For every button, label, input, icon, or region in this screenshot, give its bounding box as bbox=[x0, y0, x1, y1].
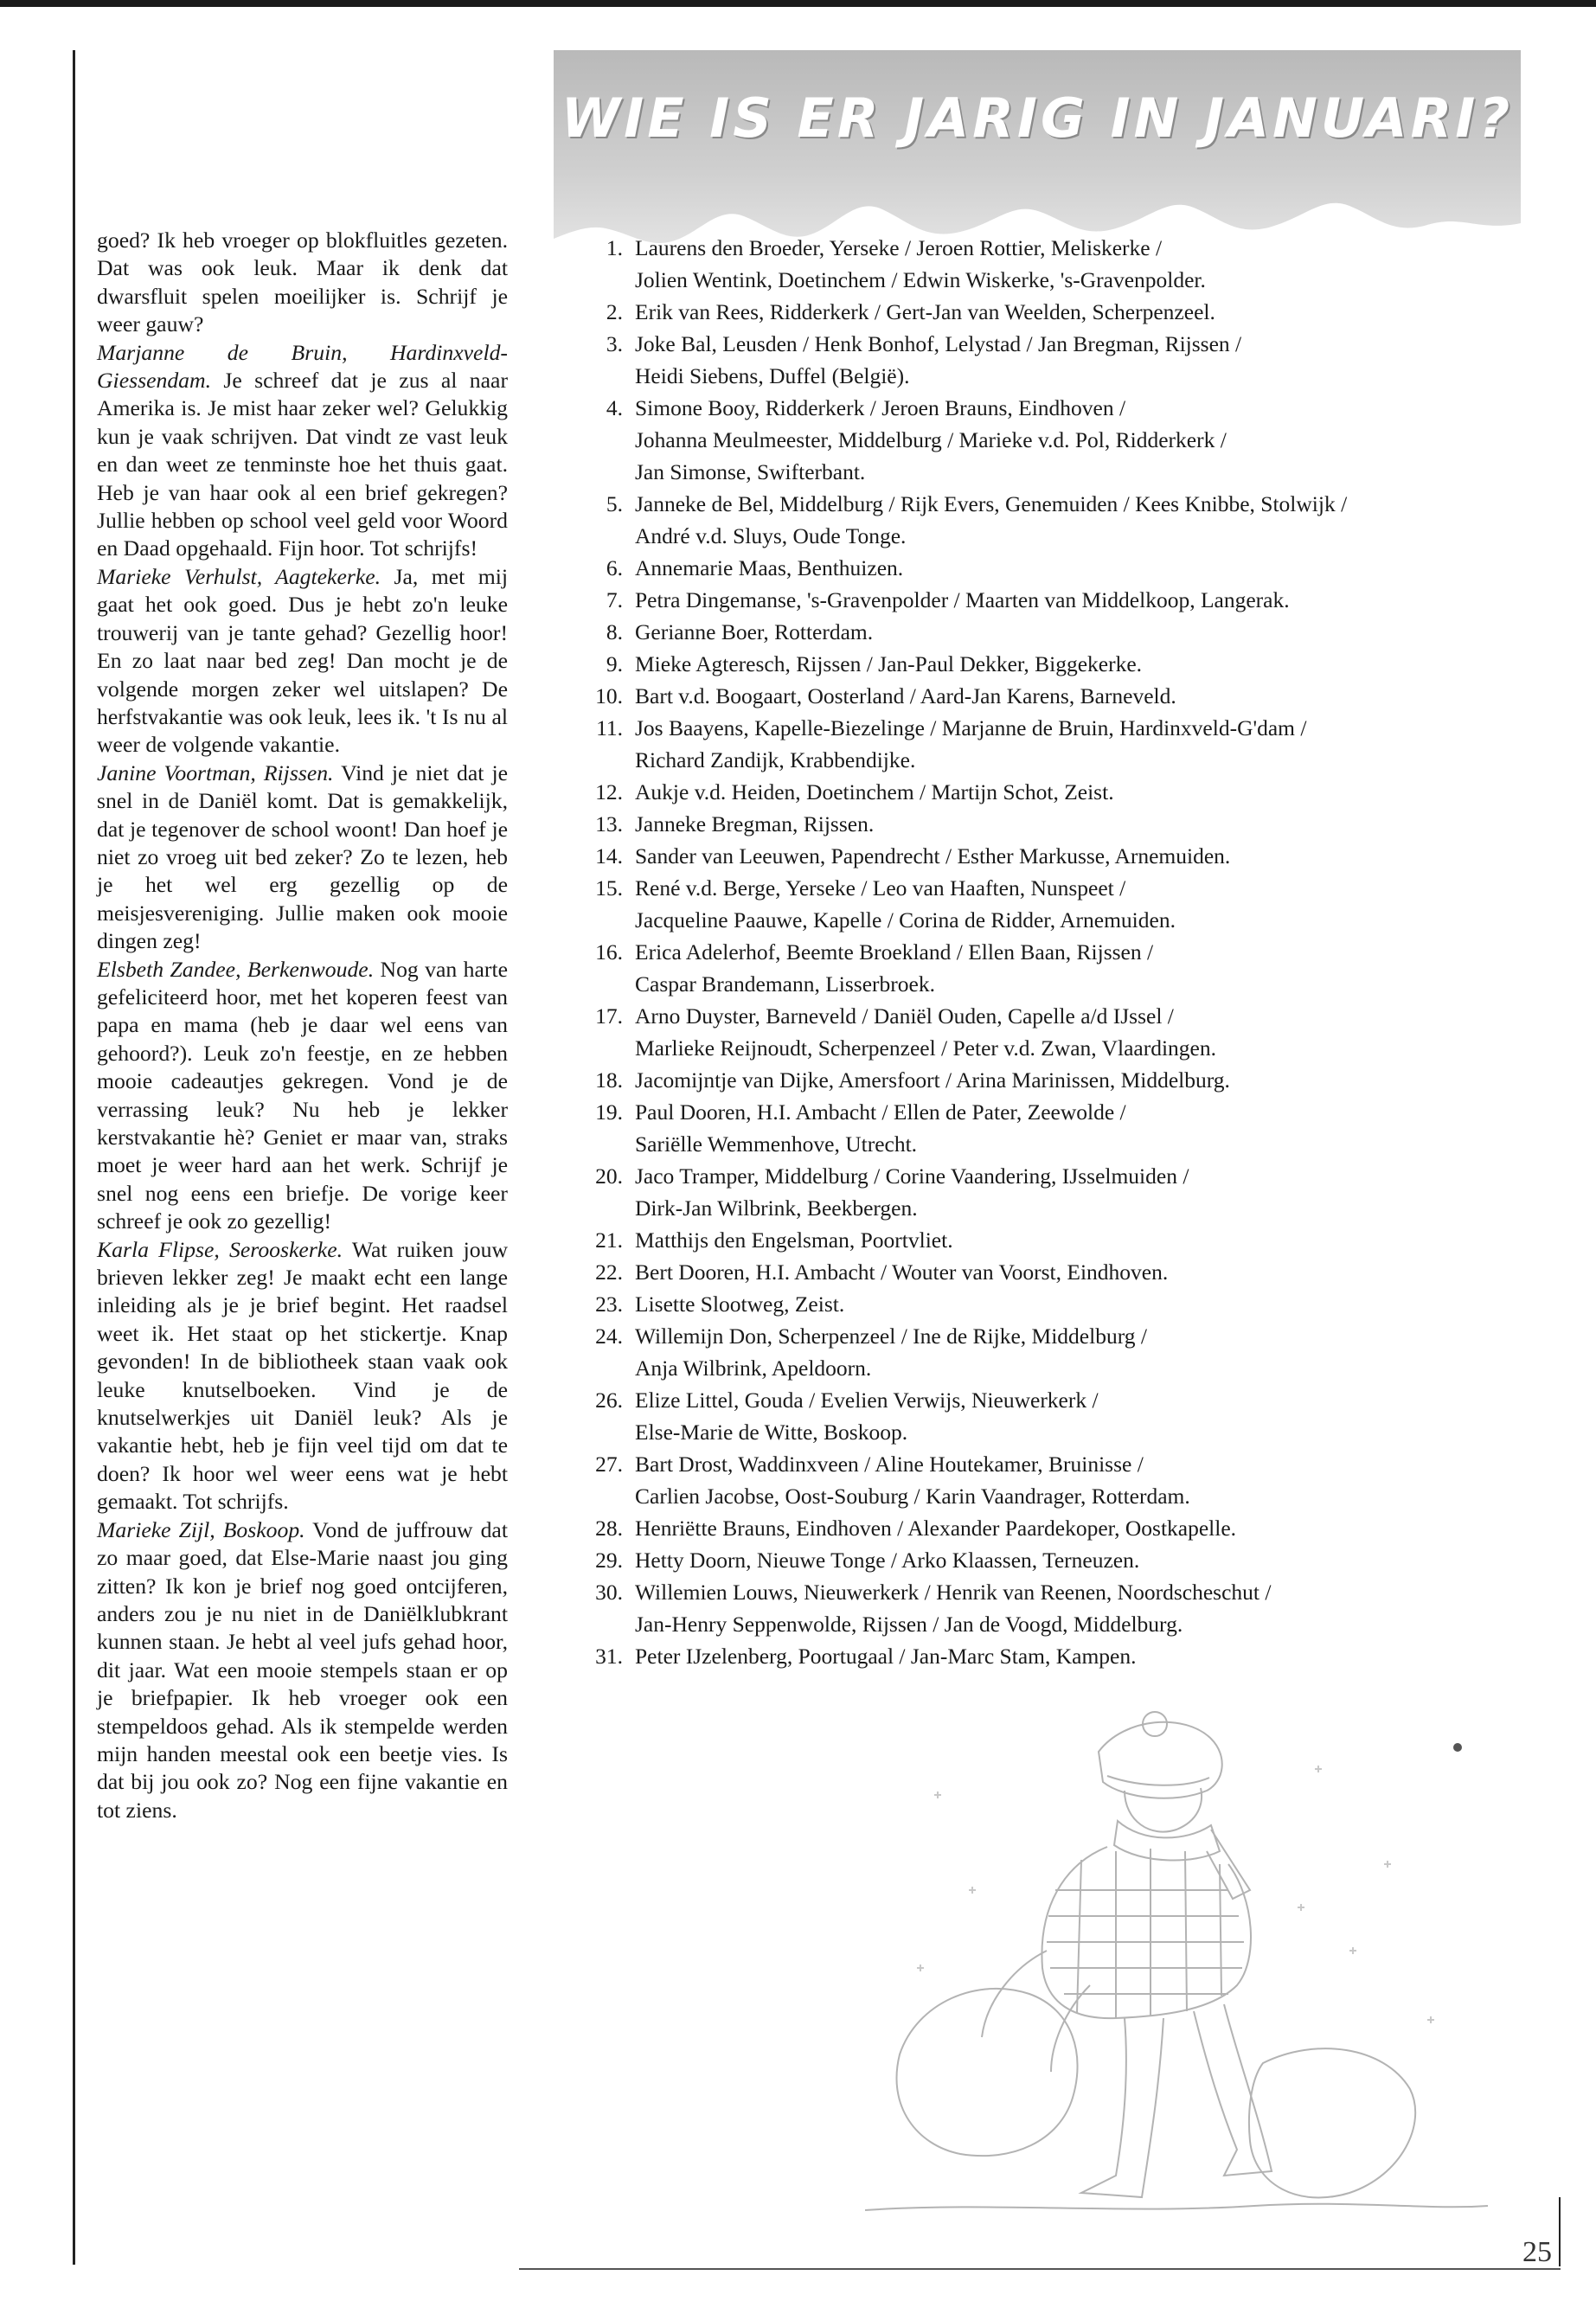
birthday-names-line: Gerianne Boer, Rotterdam. bbox=[635, 619, 874, 644]
birthday-day-number: 28. bbox=[595, 1516, 623, 1541]
birthday-header-title: WIE IS ER JARIG IN JANUARI? bbox=[561, 87, 1514, 150]
birthday-entry bbox=[588, 776, 1522, 808]
letter-paragraph bbox=[97, 760, 508, 956]
birthday-names-line: Willemijn Don, Scherpenzeel / Ine de Rijke, Middelburg / bbox=[635, 1324, 1147, 1349]
birthday-day-number: 31. bbox=[595, 1644, 623, 1669]
birthday-names-line: Else-Marie de Witte, Boskoop. bbox=[635, 1420, 908, 1445]
birthday-names-line: Lisette Slootweg, Zeist. bbox=[635, 1292, 845, 1317]
birthday-names-line: Elize Littel, Gouda / Evelien Verwijs, Nieuwerkerk / bbox=[635, 1388, 1099, 1413]
birthday-list bbox=[588, 232, 1522, 1672]
birthday-day-number: 9. bbox=[606, 651, 623, 676]
birthday-names-line: Heidi Siebens, Duffel (België). bbox=[635, 363, 910, 388]
letter-recipient-name: Marjanne de Bruin, Hardinxveld-Giessendam. bbox=[97, 339, 508, 394]
birthday-names-line: Jan Simonse, Swifterbant. bbox=[635, 459, 866, 484]
birthday-names-line: Mieke Agteresch, Rijssen / Jan-Paul Dekker, Biggekerke. bbox=[635, 651, 1143, 676]
letter-paragraph bbox=[97, 227, 508, 339]
birthday-entry bbox=[588, 488, 1522, 552]
letter-recipient-name: Elsbeth Zandee, Berkenwoude. bbox=[97, 956, 375, 982]
birthday-names-line: Laurens den Broeder, Yerseke / Jeroen Rottier, Meliskerke / bbox=[635, 235, 1163, 260]
birthday-entry bbox=[588, 1640, 1522, 1672]
birthday-day-number: 14. bbox=[595, 843, 623, 868]
birthday-day-number: 8. bbox=[606, 619, 623, 644]
birthday-day-number: 23. bbox=[595, 1292, 623, 1317]
birthday-entry bbox=[588, 936, 1522, 1000]
birthday-names-line: Erik van Rees, Ridderkerk / Gert-Jan van Weelden, Scherpenzeel. bbox=[635, 299, 1215, 324]
birthday-entry bbox=[588, 1448, 1522, 1512]
birthday-entry bbox=[588, 328, 1522, 392]
birthday-day-number: 4. bbox=[606, 395, 623, 420]
letter-paragraph bbox=[97, 339, 508, 563]
birthday-day-number: 21. bbox=[595, 1227, 623, 1253]
birthday-day-number: 7. bbox=[606, 587, 623, 612]
birthday-names-line: Carlien Jacobse, Oost-Souburg / Karin Vaandrager, Rotterdam. bbox=[635, 1484, 1190, 1509]
page-number: 25 bbox=[1522, 2236, 1552, 2268]
letter-text: Ja, met mij gaat het ook goed. Dus je hebt zo'n leuke trouwerij van je tante gehad? Gezellig hoor! En zo laat naar bed zeg! Dan mocht je de volgende morgen zeker wel uitslapen? De herfstvakantie was ook leuk, lees ik. 't Is nu al weer de volgende vakantie. bbox=[97, 563, 508, 758]
birthday-day-number: 11. bbox=[596, 715, 623, 740]
birthday-entry bbox=[588, 1288, 1522, 1320]
birthday-names-line: Joke Bal, Leusden / Henk Bonhof, Lelystad / Jan Bregman, Rijssen / bbox=[635, 331, 1242, 356]
letter-text: Wat ruiken jouw brieven lekker zeg! Je maakt echt een lange inleiding als je je brief begint. Het raadsel weet ik. Het staat op het stickertje. Knap gevonden! In de bibliotheek staan vaak ook leuke knutselboeken. Vind je de knutselwerkjes uit Daniël leuk? Als je vakantie hebt, heb je fijn veel tijd om dat te doen? Ik hoor wel weer eens wat je hebt gemaakt. Tot schrijfs. bbox=[97, 1236, 508, 1515]
birthday-day-number: 17. bbox=[595, 1003, 623, 1029]
birthday-names-line: Caspar Brandemann, Lisserbroek. bbox=[635, 971, 935, 997]
birthday-day-number: 1. bbox=[606, 235, 623, 260]
birthday-entry bbox=[588, 552, 1522, 584]
birthday-names-line: Jolien Wentink, Doetinchem / Edwin Wiskerke, 's-Gravenpolder. bbox=[635, 267, 1206, 292]
letter-paragraph bbox=[97, 1516, 508, 1824]
birthday-day-number: 19. bbox=[595, 1099, 623, 1125]
birthday-entry bbox=[588, 1096, 1522, 1160]
letter-recipient-name: Marieke Zijl, Boskoop. bbox=[97, 1516, 305, 1542]
birthday-names-line: Jacqueline Paauwe, Kapelle / Corina de Ridder, Arnemuiden. bbox=[635, 907, 1176, 933]
birthday-names-line: Arno Duyster, Barneveld / Daniël Ouden, Capelle a/d IJssel / bbox=[635, 1003, 1174, 1029]
letter-recipient-name: Karla Flipse, Serooskerke. bbox=[97, 1236, 343, 1262]
birthday-names-line: Peter IJzelenberg, Poortugaal / Jan-Marc Stam, Kampen. bbox=[635, 1644, 1137, 1669]
birthday-day-number: 13. bbox=[595, 811, 623, 836]
birthday-entry bbox=[588, 872, 1522, 936]
birthday-day-number: 10. bbox=[595, 683, 623, 708]
birthday-entry bbox=[588, 1160, 1522, 1224]
birthday-names-line: Anja Wilbrink, Apeldoorn. bbox=[635, 1356, 872, 1381]
birthday-names-line: Janneke de Bel, Middelburg / Rijk Evers, Genemuiden / Kees Knibbe, Stolwijk / bbox=[635, 491, 1348, 516]
birthday-day-number: 26. bbox=[595, 1388, 623, 1413]
birthday-entry bbox=[588, 1512, 1522, 1544]
birthday-names-line: Annemarie Maas, Benthuizen. bbox=[635, 555, 904, 580]
birthday-entry bbox=[588, 392, 1522, 488]
birthday-names-line: Erica Adelerhof, Beemte Broekland / Ellen Baan, Rijssen / bbox=[635, 939, 1154, 965]
bottom-rule bbox=[519, 2268, 1561, 2270]
birthday-day-number: 20. bbox=[595, 1163, 623, 1189]
birthday-names-line: Bert Dooren, H.I. Ambacht / Wouter van Voorst, Eindhoven. bbox=[635, 1259, 1169, 1285]
birthday-names-line: Jan-Henry Seppenwolde, Rijssen / Jan de Voogd, Middelburg. bbox=[635, 1612, 1183, 1637]
birthday-names-line: René v.d. Berge, Yerseke / Leo van Haaften, Nunspeet / bbox=[635, 875, 1126, 901]
birthday-entry bbox=[588, 1384, 1522, 1448]
birthday-day-number: 12. bbox=[595, 779, 623, 804]
birthday-entry bbox=[588, 680, 1522, 712]
birthday-names-line: Simone Booy, Ridderkerk / Jeroen Brauns, Eindhoven / bbox=[635, 395, 1126, 420]
letter-paragraph bbox=[97, 956, 508, 1236]
birthday-names-line: Janneke Bregman, Rijssen. bbox=[635, 811, 875, 836]
birthday-names-line: Sariëlle Wemmenhove, Utrecht. bbox=[635, 1131, 918, 1157]
birthday-names-line: Dirk-Jan Wilbrink, Beekbergen. bbox=[635, 1195, 918, 1221]
birthday-names-line: Petra Dingemanse, 's-Gravenpolder / Maarten van Middelkoop, Langerak. bbox=[635, 587, 1290, 612]
birthday-day-number: 15. bbox=[595, 875, 623, 901]
birthday-entry bbox=[588, 840, 1522, 872]
birthday-day-number: 18. bbox=[595, 1067, 623, 1093]
birthday-names-line: Jaco Tramper, Middelburg / Corine Vaandering, IJsselmuiden / bbox=[635, 1163, 1189, 1189]
birthday-names-line: Bart v.d. Boogaart, Oosterland / Aard-Jan Karens, Barneveld. bbox=[635, 683, 1176, 708]
left-margin-rule bbox=[73, 50, 75, 2265]
birthday-names-line: Henriëtte Brauns, Eindhoven / Alexander Paardekoper, Oostkapelle. bbox=[635, 1516, 1237, 1541]
birthday-names-line: Hetty Doorn, Nieuwe Tonge / Arko Klaassen, Terneuzen. bbox=[635, 1548, 1140, 1573]
birthday-day-number: 24. bbox=[595, 1324, 623, 1349]
birthday-day-number: 22. bbox=[595, 1259, 623, 1285]
birthday-entry bbox=[588, 296, 1522, 328]
birthday-entry bbox=[588, 1320, 1522, 1384]
letter-text: Nog van harte gefeliciteerd hoor, met het koperen feest van papa en mama (heb je daar wel eens van gehoord?). Leuk zo'n feestje, en ze hebben mooie cadeautjes gekregen. Vond je de verrassing leuk? Nu heb je lekker kerstvakantie hè? Geniet er maar van, straks moet je weer hard aan het werk. Schrijf je snel nog eens een briefje. De vorige keer schreef je ook zo gezellig! bbox=[97, 956, 508, 1234]
birthday-entry bbox=[588, 1544, 1522, 1576]
letter-paragraph bbox=[97, 563, 508, 760]
child-snow-illustration bbox=[865, 1691, 1488, 2262]
letter-recipient-name: Marieke Verhulst, Aagtekerke. bbox=[97, 563, 381, 589]
birthday-entry bbox=[588, 616, 1522, 648]
birthday-entry bbox=[588, 584, 1522, 616]
letter-text: Vond de juffrouw dat zo maar goed, dat Else-Marie naast jou ging zitten? Ik kon je brief nog goed ontcijferen, anders zou je nu niet in de Daniëlklubkrant kunnen staan. Je hebt al veel jufs gehad hoor, dit jaar. Wat een mooie stempels staan er op je briefpapier. Ik heb vroeger ook een stempeldoos gehad. Als ik stempelde werden mijn handen meestal ook een beetje vies. Is dat bij jou ook zo? Nog een fijne vakantie en tot ziens. bbox=[97, 1516, 508, 1823]
birthday-day-number: 5. bbox=[606, 491, 623, 516]
birthday-names-line: Bart Drost, Waddinxveen / Aline Houtekamer, Bruinisse / bbox=[635, 1452, 1144, 1477]
birthday-entry bbox=[588, 1224, 1522, 1256]
birthday-day-number: 16. bbox=[595, 939, 623, 965]
birthday-names-line: Paul Dooren, H.I. Ambacht / Ellen de Pater, Zeewolde / bbox=[635, 1099, 1126, 1125]
birthday-names-line: Jacomijntje van Dijke, Amersfoort / Arina Marinissen, Middelburg. bbox=[635, 1067, 1230, 1093]
birthday-day-number: 30. bbox=[595, 1580, 623, 1605]
birthday-names-line: Johanna Meulmeester, Middelburg / Marieke v.d. Pol, Ridderkerk / bbox=[635, 427, 1227, 452]
letter-paragraph bbox=[97, 1236, 508, 1516]
birthday-entry bbox=[588, 232, 1522, 296]
right-margin-rule bbox=[1559, 2197, 1561, 2266]
birthday-entry bbox=[588, 1000, 1522, 1064]
birthday-day-number: 29. bbox=[595, 1548, 623, 1573]
birthday-names-line: André v.d. Sluys, Oude Tonge. bbox=[635, 523, 907, 548]
birthday-entry bbox=[588, 1576, 1522, 1640]
letter-text: Je schreef dat je zus al naar Amerika is. Je mist haar zeker wel? Gelukkig kun je vaak schrijven. Dat vindt ze vast leuk en dan weet ze tenminste hoe het thuis gaat. Heb je van haar ook al een brief gekregen? Jullie hebben op school veel geld voor Woord en Daad opgehaald. Fijn hoor. Tot schrijfs! bbox=[97, 368, 509, 561]
letter-text: goed? Ik heb vroeger op blokfluitles gezeten. Dat was ook leuk. Maar ik denk dat dwarsfluit spelen moeilijker is. Schrijf je weer gauw? bbox=[97, 228, 508, 337]
birthday-names-line: Richard Zandijk, Krabbendijke. bbox=[635, 747, 916, 772]
birthday-entry bbox=[588, 1256, 1522, 1288]
birthday-entry bbox=[588, 712, 1522, 776]
letters-column bbox=[97, 227, 508, 1824]
birthday-names-line: Willemien Louws, Nieuwerkerk / Henrik van Reenen, Noordscheschut / bbox=[635, 1580, 1272, 1605]
letter-recipient-name: Janine Voortman, Rijssen. bbox=[97, 760, 334, 785]
birthday-names-line: Jos Baayens, Kapelle-Biezelinge / Marjanne de Bruin, Hardinxveld-G'dam / bbox=[635, 715, 1307, 740]
birthday-day-number: 3. bbox=[606, 331, 623, 356]
birthday-names-line: Matthijs den Engelsman, Poortvliet. bbox=[635, 1227, 953, 1253]
birthday-names-line: Aukje v.d. Heiden, Doetinchem / Martijn Schot, Zeist. bbox=[635, 779, 1114, 804]
top-rule bbox=[0, 0, 1596, 7]
birthday-names-line: Sander van Leeuwen, Papendrecht / Esther Markusse, Arnemuiden. bbox=[635, 843, 1231, 868]
birthday-entry bbox=[588, 808, 1522, 840]
birthday-names-line: Marlieke Reijnoudt, Scherpenzeel / Peter v.d. Zwan, Vlaardingen. bbox=[635, 1035, 1216, 1061]
birthday-day-number: 2. bbox=[606, 299, 623, 324]
birthday-entry bbox=[588, 1064, 1522, 1096]
birthday-day-number: 27. bbox=[595, 1452, 623, 1477]
birthday-day-number: 6. bbox=[606, 555, 623, 580]
birthday-entry bbox=[588, 648, 1522, 680]
letter-text: Vind je niet dat je snel in de Daniël komt. Dat is gemakkelijk, dat je tegenover de school woont! Dan hoef je niet zo vroeg uit bed zeker? Zo te lezen, heb je het wel erg gezellig op de meisjesvereniging. Jullie maken ook mooie dingen zeg! bbox=[97, 760, 508, 954]
